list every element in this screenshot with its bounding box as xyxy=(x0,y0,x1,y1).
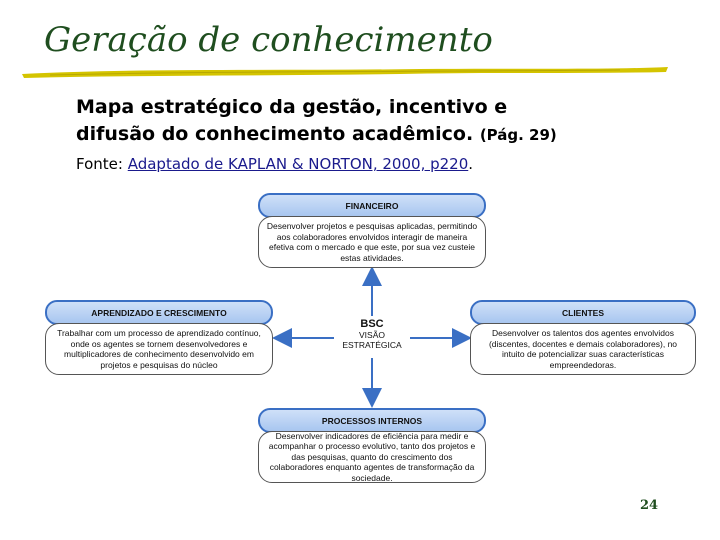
page-reference: (Pág. 29) xyxy=(479,126,557,144)
bsc-subtitle-1: VISÃO xyxy=(359,330,385,340)
clientes-header: CLIENTES xyxy=(470,300,696,325)
processos-header: PROCESSOS INTERNOS xyxy=(258,408,486,433)
processos-text: Desenvolver indicadores de eficiência para medir e acompanhar o processo evolutivo, tanto dos projetos e das pesquisas, quanto do crescimento dos colaboradores enquanto agentes de transformação da sociedade. xyxy=(258,431,486,483)
aprendizado-header: APRENDIZADO E CRESCIMENTO xyxy=(45,300,273,325)
financeiro-text: Desenvolver projetos e pesquisas aplicadas, permitindo aos colaboradores envolvidos interagir de maneira efetiva com o mercado e que este, por sua vez custeie estas atividades. xyxy=(258,216,486,268)
clientes-text: Desenvolver os talentos dos agentes envolvidos (discentes, docentes e demais colaboradores), no intuito de potencializar suas características empreendedoras. xyxy=(470,323,696,375)
financeiro-header: FINANCEIRO xyxy=(258,193,486,218)
slide-title: Geração de conhecimento xyxy=(44,20,493,60)
subtitle-line-1: Mapa estratégico da gestão, incentivo e xyxy=(76,96,508,118)
subtitle-line-2-text: difusão do conhecimento acadêmico. xyxy=(76,123,474,145)
aprendizado-text: Trabalhar com um processo de aprendizado contínuo, onde os agentes se tornem desenvolvedores e multiplicadores de conhecimento desenvolvido em projetos e pesquisas do núcleo xyxy=(45,323,273,375)
source-prefix: Fonte: xyxy=(76,155,128,173)
bsc-subtitle-2: ESTRATÉGICA xyxy=(342,340,402,350)
bsc-title: BSC xyxy=(360,318,384,330)
page-number: 24 xyxy=(640,498,659,513)
source-link[interactable]: Adaptado de KAPLAN & NORTON, 2000, p220 xyxy=(127,155,469,173)
bsc-center xyxy=(330,318,414,350)
source-suffix: . xyxy=(468,155,474,173)
